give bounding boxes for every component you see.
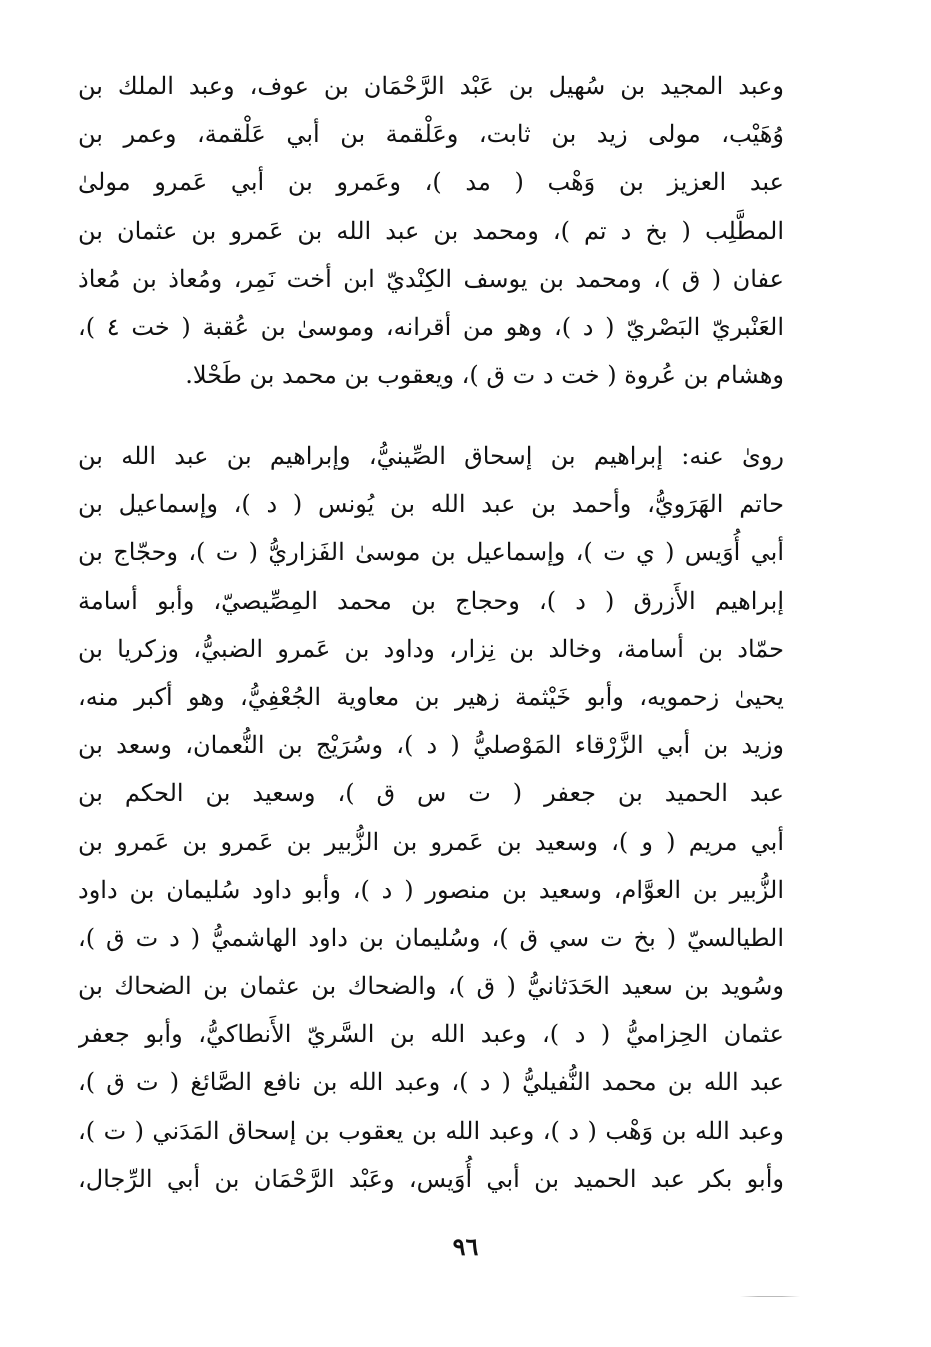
- text-line: العَنْبريّ البَصْريّ ( د )، وهو من أقرانه، وموسىٰ بن عُقبة ( خت ٤ )،: [78, 312, 784, 341]
- text-line: رویٰ عنه: إبراهيم بن إسحاق الصِّينيُّ، وإبراهيم بن عبد الله بن: [78, 442, 784, 470]
- text-line: عبد العزيز بن وَهْب ( مد )، وعَمرو بن أبي عَمرو مولىٰ: [78, 168, 784, 197]
- text-line: وزيد بن أبي الزَّرْقاء المَوْصليُّ ( د )، وسُرَيْج بن النُّعمان، وسعد بن: [78, 731, 784, 760]
- paragraph-narrated-by: [78, 432, 784, 1203]
- text-line: عبد الحميد بن جعفر ( ت س ق )، وسعيد بن الحكم بن: [78, 779, 784, 808]
- text-line: وعبد الله بن وَهْب ( د )، وعبد الله بن يعقوب بن إسحاق المَدَني ( ت )،: [78, 1116, 784, 1145]
- text-line: عفان ( ق )، ومحمد بن يوسف الكِنْديّ ابن أخت نَمِر، ومُعاذ بن مُعاذ: [78, 264, 784, 293]
- text-line: عثمان الحِزاميُّ ( د )، وعبد الله بن السَّريّ الأَنطاكيُّ، وأبو جعفر: [78, 1020, 784, 1049]
- text-line: وهشام بن عُروة ( خت د ت ق )، ويعقوب بن محمد بن طَحْلا.: [185, 361, 784, 390]
- paragraph-narrators-from: [78, 62, 784, 399]
- text-line: حمّاد بن أسامة، وخالد بن نِزار، وداود بن عَمرو الضبيُّ، وزكريا بن: [78, 634, 784, 663]
- text-line: وأبو بكر عبد الحميد بن أبي أُوَيس، وعَبْد الرَّحْمَان بن أبي الرِّجال،: [78, 1164, 784, 1193]
- text-line: وسُويد بن سعيد الحَدَثانيُّ ( ق )، والضحاك بن عثمان بن الضحاك بن: [78, 972, 784, 1001]
- page-number: ٩٦: [452, 1232, 479, 1261]
- text-line: أبي مريم ( و )، وسعيد بن عَمرو بن الزُّبير بن عَمرو بن عَمرو بن: [78, 827, 784, 856]
- text-line: وعبد المجيد بن سُهيل بن عَبْد الرَّحْمَان بن عوف، وعبد الملك بن: [78, 72, 784, 100]
- text-line: عبد الله بن محمد النُّفيليُّ ( د )، وعبد الله بن نافع الصَّائغ ( ت ق )،: [78, 1068, 784, 1097]
- text-line: إبراهيم الأَزرق ( د )، وحجاج بن محمد المِصِّيصيّ، وأبو أسامة: [78, 586, 784, 615]
- text-line: يحيىٰ زحمويه، وأبو خَيْثمة زهير بن معاوية الجُعْفِيُّ، وهو أكبر منه،: [78, 682, 784, 711]
- text-line: الزُّبير بن العوَّام، وسعيد بن منصور ( د )، وأبو داود سُليمان بن داود: [78, 875, 784, 904]
- text-line: الطيالسيّ ( بخ ت سي ق )، وسُليمان بن داود الهاشميُّ ( د ت ق )،: [78, 923, 784, 952]
- text-line: وُهَيْب، مولى زيد بن ثابت، وعَلْقمة بن أبي عَلْقمة، وعمر بن: [78, 120, 784, 149]
- text-line: حاتم الهَرَويُّ، وأحمد بن عبد الله بن يُونس ( د )، وإسماعيل بن: [78, 490, 784, 519]
- text-line: أبي أُوَيس ( ي ت )، وإسماعيل بن موسىٰ الفَزاريُّ ( ت )، وحجّاج بن: [78, 538, 784, 567]
- text-line: المطَّلِب ( بخ د تم )، ومحمد بن عبد الله بن عَمرو بن عثمان بن: [78, 216, 784, 245]
- scan-artifact: [740, 1296, 800, 1297]
